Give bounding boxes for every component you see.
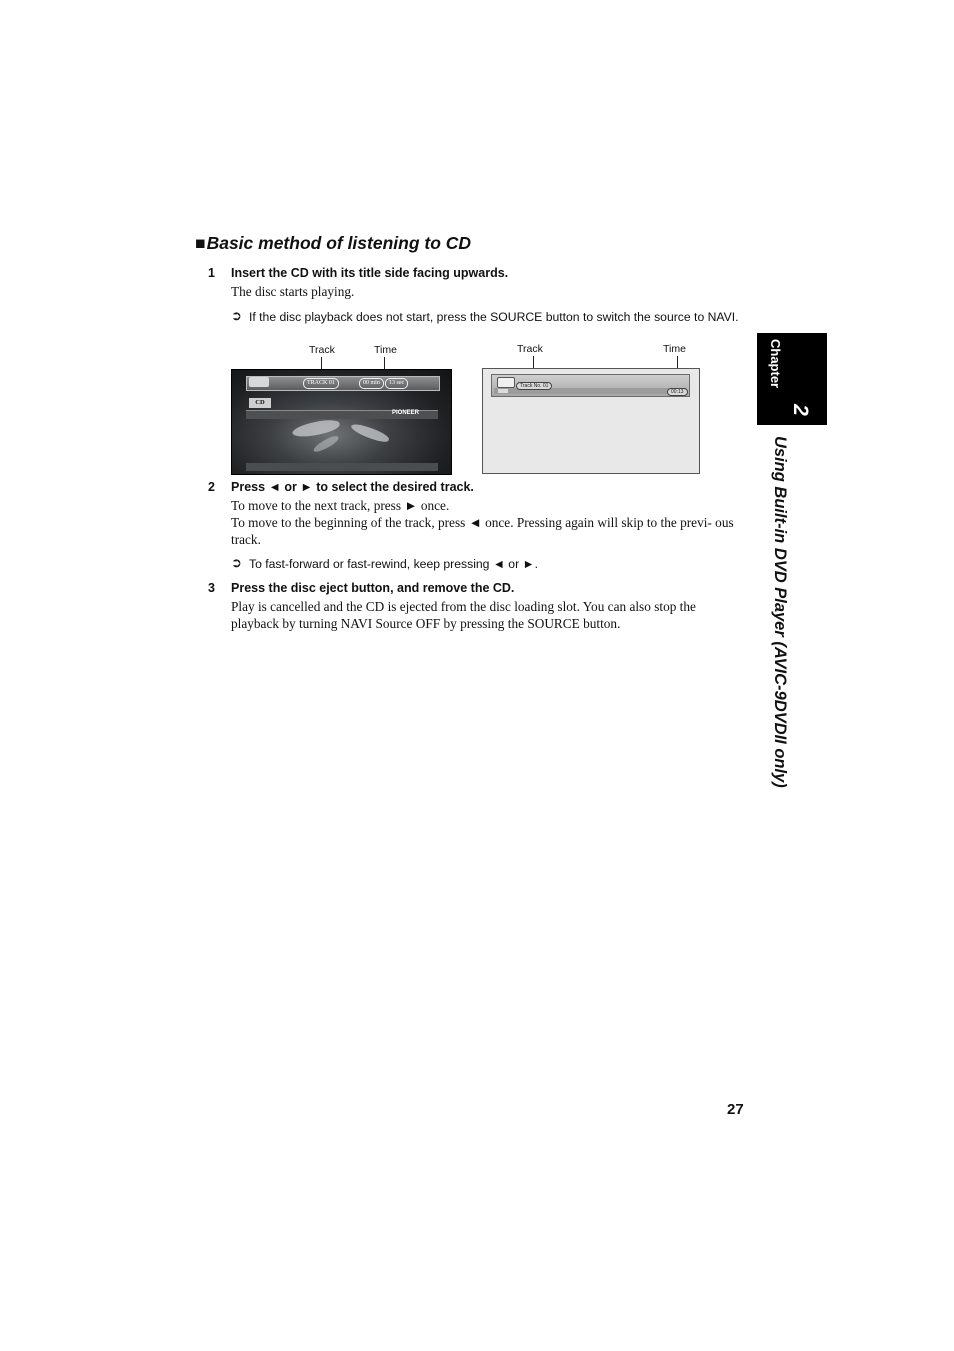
figure2-mode-indicator [498,389,508,393]
figure1-min-pill: 00 min [359,378,384,389]
step-1-title: Insert the CD with its title side facing upwards. [231,266,509,280]
step-3-number: 3 [208,581,215,595]
figure1-cd-button: CD [249,398,271,408]
figure2-time-pill: 00:13 [667,388,688,396]
figure1-status-bar [246,376,440,391]
chapter-title: Using Built-in DVD Player (AVIC-9DVDII only) [771,436,789,788]
dolphin-shape [312,434,340,455]
figure1-info-text: PIONEER [392,410,420,416]
figure2-status-bar [491,374,690,397]
step-3-body: Play is cancelled and the CD is ejected from the disc loading slot. You can also stop the playback by turning NAVI Source OFF by pressing the SOURCE button. [231,599,696,631]
disc-icon [497,377,515,388]
section-marker: ■ [195,233,206,253]
section-title-text: Basic method of listening to CD [206,233,472,253]
step-2-number: 2 [208,480,215,494]
chapter-word: Chapter [768,339,783,389]
section-title [195,233,471,254]
figure1-time-label: Time [374,344,397,356]
step-2-body-2: To move to the beginning of the track, press ◄ once. Pressing again will skip to the previ- ous track. [231,515,734,547]
step-2-note-text: To fast-forward or fast-rewind, keep pressing ◄ or ►. [249,557,538,571]
note-arrow-icon: ➲ [231,555,242,570]
figure1-bottom-bar [246,463,438,471]
figure1-screen [231,369,452,475]
step-2-body-1: To move to the next track, press ► once. [231,498,450,513]
step-3-title: Press the disc eject button, and remove the CD. [231,581,515,595]
figure2-screen [482,368,700,474]
figure2-track-label: Track [517,343,543,355]
step-2-note [231,556,741,572]
dolphin-shape [349,421,390,444]
step-1-note-text: If the disc playback does not start, press the SOURCE button to switch the source to NAVI. [249,310,739,324]
figure2-time-label: Time [663,343,686,355]
step-2-title: Press ◄ or ► to select the desired track. [231,480,474,494]
figure1-sec-pill: 13 sec [385,378,408,389]
note-arrow-icon: ➲ [231,308,242,323]
figure1-track-pill: TRACK 01 [303,378,339,389]
step-1-body: The disc starts playing. [231,284,355,299]
step-1-note [231,309,741,325]
figure1-track-label: Track [309,344,335,356]
figure2-track-pill: Track No. 01 [516,382,552,390]
chapter-number: 2 [789,404,812,416]
page-number: 27 [727,1101,744,1118]
step-1-number: 1 [208,266,215,280]
disc-icon [249,377,269,387]
